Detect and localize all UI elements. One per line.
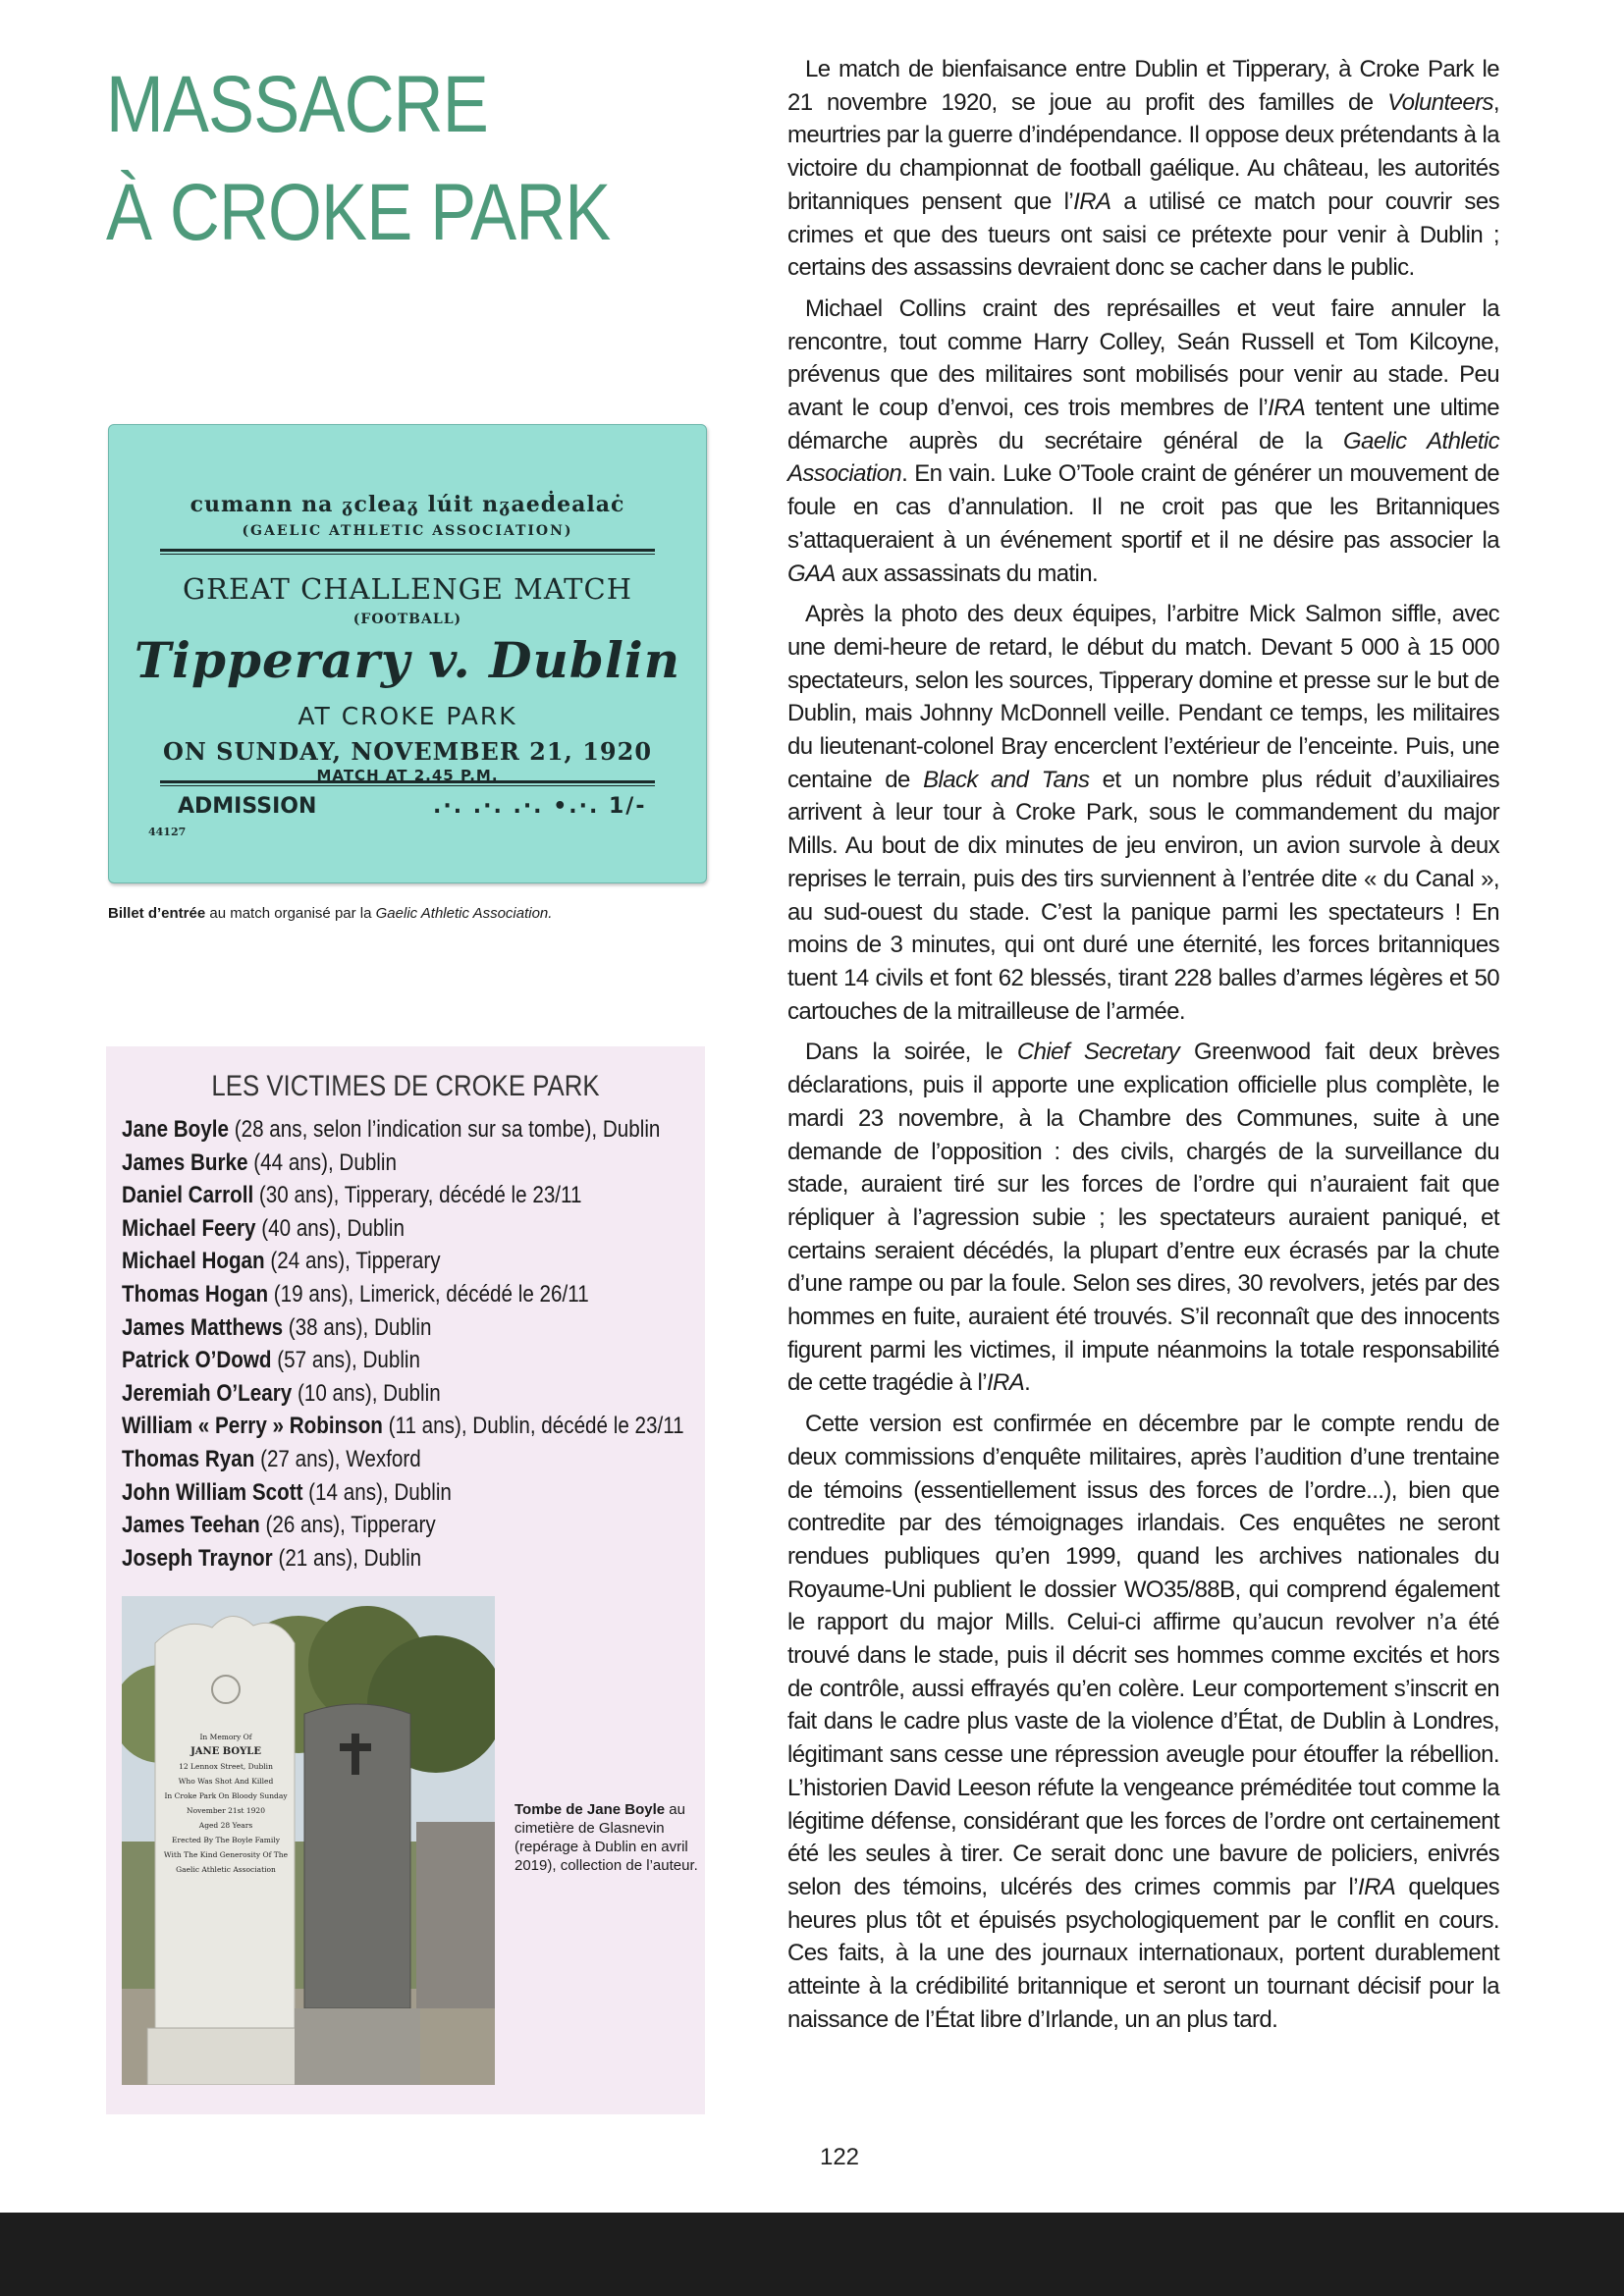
victim-name: Michael Feery bbox=[122, 1214, 256, 1242]
inscription-line: In Croke Park On Bloody Sunday bbox=[164, 1791, 288, 1800]
ticket-caption-bold: Billet d’entrée bbox=[108, 905, 206, 922]
victim-detail: (44 ans), Dublin bbox=[247, 1148, 397, 1176]
inscription-line: In Memory Of bbox=[199, 1733, 252, 1741]
text-run: Michael Collins craint des représailles et veut faire annuler la rencontre, tout comme Harry Colley, Seán Russell et Tom Kilcoyne, prévenus que des militaires sont mobilisés pour venir au stade. Peu avant le coup d’envoi, ces trois membres de l’ bbox=[787, 294, 1499, 422]
article-body bbox=[787, 53, 1499, 2044]
victim-name: William « Perry » Robinson bbox=[122, 1413, 383, 1440]
victim-item bbox=[122, 1509, 713, 1542]
italic-term: IRA bbox=[986, 1369, 1025, 1397]
ticket-match-title: GREAT CHALLENGE MATCH bbox=[183, 572, 632, 606]
victim-detail: (24 ans), Tipperary bbox=[264, 1248, 441, 1275]
ticket-admission-label: ADMISSION bbox=[178, 794, 317, 819]
italic-term: Volunteers bbox=[1387, 88, 1493, 116]
victim-name: James Burke bbox=[122, 1148, 248, 1176]
ticket-price: .·. .·. .·. •.·. 1/- bbox=[433, 794, 647, 819]
grave-caption-bold: Tombe de Jane Boyle bbox=[514, 1801, 666, 1818]
ticket-date: ON SUNDAY, NOVEMBER 21, 1920 bbox=[162, 737, 653, 766]
victim-item bbox=[122, 1410, 713, 1443]
title-line-1: MASSACRE bbox=[106, 60, 488, 149]
victim-item bbox=[122, 1443, 713, 1476]
victim-name: Patrick O’Dowd bbox=[122, 1347, 272, 1374]
victim-name: Daniel Carroll bbox=[122, 1182, 254, 1209]
text-run: Après la photo des deux équipes, l’arbitre Mick Salmon siffle, avec une demi-heure de retard, le début du match. Devant 5 000 à 15 000 spectateurs, selon les sources, Tipperary domine et presse sur le but de Dublin, mais Johnny McDonnell veille. Pendant ce temps, les militaires du lieutenant-colonel Bray encerclent l’extérieur de l’enceinte. Puis, une centaine de bbox=[787, 601, 1499, 793]
inscription-line: Gaelic Athletic Association bbox=[176, 1865, 276, 1874]
text-run: , meurtries par la guerre d’indépendance. Il oppose deux prétendants à la victoire du championnat de football gaélique. Au château, les autorités britanniques pensent que l’ bbox=[787, 88, 1499, 215]
victim-name: Thomas Hogan bbox=[122, 1280, 269, 1308]
victim-name: Jeremiah O’Leary bbox=[122, 1379, 293, 1407]
article-paragraph bbox=[787, 598, 1499, 1028]
inscription-line: Who Was Shot And Killed bbox=[178, 1777, 274, 1786]
victim-detail: (30 ans), Tipperary, décédé le 23/11 bbox=[253, 1182, 582, 1209]
article-paragraph bbox=[787, 293, 1499, 590]
ticket-time: MATCH AT 2.45 P.M. bbox=[316, 767, 499, 784]
article-paragraph bbox=[787, 1036, 1499, 1400]
grave-caption-text: au cimetière de Glasnevin (repérage à Dublin en avril 2019), collection de l’auteur. bbox=[514, 1801, 698, 1874]
victim-name: Jane Boyle bbox=[122, 1116, 229, 1143]
inscription-line: JANE BOYLE bbox=[190, 1746, 261, 1757]
victim-name: Michael Hogan bbox=[122, 1248, 265, 1275]
victim-item bbox=[122, 1212, 713, 1246]
page-edge-band bbox=[0, 2213, 1624, 2296]
grave-inscription bbox=[157, 1730, 295, 1877]
victim-name: James Matthews bbox=[122, 1313, 284, 1341]
grave-photo bbox=[122, 1596, 495, 2085]
italic-term: GAA bbox=[787, 560, 836, 587]
ticket-rule bbox=[160, 785, 655, 786]
text-run: tentent une ultime démarche auprès du secrétaire général de la bbox=[787, 395, 1500, 454]
victim-item bbox=[122, 1542, 713, 1575]
text-run: Dans la soirée, le bbox=[805, 1039, 1017, 1066]
page-title bbox=[106, 51, 613, 267]
grave-caption bbox=[514, 1800, 701, 1875]
ticket-caption bbox=[108, 905, 736, 922]
victim-item bbox=[122, 1147, 713, 1180]
victim-detail: (40 ans), Dublin bbox=[255, 1214, 405, 1242]
text-run: Le match de bienfaisance entre Dublin et Tipperary, à Croke Park le 21 novembre 1920, se joue au profit des familles de bbox=[787, 56, 1499, 116]
italic-term: IRA bbox=[1358, 1873, 1396, 1900]
ticket-caption-italic: Gaelic Athletic Association. bbox=[375, 905, 553, 922]
victim-detail: (19 ans), Limerick, décédé le 26/11 bbox=[268, 1280, 589, 1308]
victim-item bbox=[122, 1311, 713, 1345]
victims-heading: LES VICTIMES DE CROKE PARK bbox=[211, 1070, 600, 1102]
article-paragraph bbox=[787, 53, 1499, 285]
victims-list bbox=[122, 1113, 713, 1575]
victim-name: John William Scott bbox=[122, 1478, 303, 1506]
ticket-irish-line: cumann na ᵹcleaᵹ lúit nᵹaeḋealaċ bbox=[189, 492, 625, 517]
ticket-serial: 44127 bbox=[148, 826, 187, 838]
text-run: Greenwood fait deux brèves déclarations, puis il apporte une explication officielle plus complète, le mardi 23 novembre, à la Chambre des Communes, suite à une demande de l’opposition : des civils, chargés de la surveillance du stade, auraient tiré sur les forces de l’ordre qui n’auraient fait que répliquer à l’agression subie ; les spectateurs auraient paniqué, et certains seraient décédés, la plupart d’entre eux écrasés par la chute d’une rampe ou par la foule. Selon ses dires, 30 revolvers, jetés par des hommes en fuite, auraient été trouvés. S’il reconnaît que des innocents figurent parmi les victimes, il impute néanmoins la totale responsabilité de cette tragédie à l’ bbox=[787, 1039, 1499, 1397]
italic-term: Gaelic Athletic Association bbox=[787, 427, 1500, 488]
victim-item bbox=[122, 1476, 713, 1510]
victim-detail: (21 ans), Dublin bbox=[272, 1544, 422, 1572]
ticket-association: (GAELIC ATHLETIC ASSOCIATION) bbox=[242, 523, 573, 539]
ticket-rule bbox=[160, 780, 655, 783]
inscription-line: 12 Lennox Street, Dublin bbox=[179, 1762, 273, 1771]
ticket-rule bbox=[160, 549, 655, 552]
text-run: a utilisé ce match pour couvrir ses crimes et que des tueurs ont saisi ce prétexte pour venir à Dublin ; certains des assassins devraient donc se cacher dans le public. bbox=[787, 187, 1499, 282]
ticket-caption-text: au match organisé par la bbox=[205, 905, 376, 922]
ticket-venue: AT CROKE PARK bbox=[298, 702, 517, 730]
italic-term: IRA bbox=[1073, 187, 1111, 215]
victim-detail: (26 ans), Tipperary bbox=[259, 1512, 436, 1539]
inscription-line: With The Kind Generosity Of The bbox=[163, 1850, 289, 1859]
victim-item bbox=[122, 1344, 713, 1377]
text-run: aux assassinats du matin. bbox=[835, 560, 1099, 587]
text-run: Cette version est confirmée en décembre par le compte rendu de deux commissions d’enquête militaires, après l’audition d’une trentaine de témoins (essentiellement issus des forces de l’ordre...), bien que contredite par des témoignages irlandais. Ces enquêtes ne seront rendues publiques qu’en 1999, quand les archives nationales du Royaume-Uni publient le dossier WO35/88B, qui comprend également le rapport du major Mills. Celui-ci affirme qu’aucun revolver n’a été trouvé dans le stade, puis il décrit ses hommes comme excités et hors de contrôle, aussi effrayés qu’en colère. Leur comportement s’inscrit en fait dans le cadre plus vaste de la violence d’État, de Dublin à Londres, légitimant sans cesse une répression aveugle pour étouffer la rébellion. L’historien David Leeson réfute la vengeance préméditée tout comme la légitime défense, considérant que les forces de l’ordre ont certainement été les seules à tirer. Ce serait donc une bavure de policiers, enivrés selon des témoins, ulcérés des crimes commis par l’ bbox=[787, 1411, 1499, 1900]
victim-detail: (28 ans, selon l’indication sur sa tombe), Dublin bbox=[228, 1116, 661, 1143]
victim-item bbox=[122, 1179, 713, 1212]
victim-detail: (38 ans), Dublin bbox=[283, 1313, 432, 1341]
article-paragraph bbox=[787, 1408, 1499, 2036]
victim-detail: (27 ans), Wexford bbox=[254, 1445, 421, 1472]
victim-detail: (57 ans), Dublin bbox=[271, 1347, 420, 1374]
match-ticket bbox=[108, 424, 707, 883]
victim-item bbox=[122, 1278, 713, 1311]
victim-item bbox=[122, 1245, 713, 1278]
italic-term: IRA bbox=[1268, 395, 1306, 422]
ticket-rule bbox=[160, 554, 655, 555]
victim-detail: (14 ans), Dublin bbox=[302, 1478, 452, 1506]
victim-name: Thomas Ryan bbox=[122, 1445, 255, 1472]
text-run: et un nombre plus réduit d’auxiliaires arrivent à leur tour à Croke Park, sous le commandement du major Mills. Au bout de dix minutes de jeu environ, un avion survole à deux reprises le terrain, puis des tirs surviennent à l’entrée dite « du Canal », au sud-ouest du stade. C’est la panique parmi les spectateurs ! En moins de 3 minutes, qui ont duré une éternité, les forces britanniques tuent 14 civils et font 62 blessés, tirant 228 balles d’armes légères et 50 cartouches de la mitrailleuse de l’armée. bbox=[787, 766, 1499, 1025]
inscription-line: Erected By The Boyle Family bbox=[172, 1836, 280, 1844]
title-line-2: À CROKE PARK bbox=[106, 168, 611, 257]
victim-item bbox=[122, 1113, 713, 1147]
inscription-line: November 21st 1920 bbox=[187, 1806, 265, 1815]
victim-name: James Teehan bbox=[122, 1512, 260, 1539]
text-run: . bbox=[1024, 1369, 1031, 1397]
text-run: quelques heures plus tôt et épuisés psychologiquement par le conflit en cours. Ces faits, à la une des journaux internationaux, portent durablement atteinte à la crédibilité britannique et seront un tournant décisif pour la naissance de l’État libre d’Irlande, un an plus tard. bbox=[787, 1873, 1499, 2033]
victim-item bbox=[122, 1377, 713, 1411]
page-number: 122 bbox=[819, 2144, 860, 2170]
text-run: . En vain. Luke O’Toole craint de générer un mouvement de foule en cas d’annulation. Il ne croit pas que les Britanniques s’attaqueraient à un événement sportif et il ne désire pas associer la bbox=[787, 460, 1499, 554]
victim-detail: (10 ans), Dublin bbox=[292, 1379, 441, 1407]
italic-term: Chief Secretary bbox=[1016, 1039, 1180, 1066]
italic-term: Black and Tans bbox=[923, 766, 1090, 793]
victim-name: Joseph Traynor bbox=[122, 1544, 273, 1572]
inscription-line: Aged 28 Years bbox=[198, 1821, 253, 1830]
victim-detail: (11 ans), Dublin, décédé le 23/11 bbox=[382, 1413, 684, 1440]
ticket-teams: Tipperary v. Dublin bbox=[134, 631, 681, 689]
ticket-sport: (FOOTBALL) bbox=[352, 612, 462, 627]
